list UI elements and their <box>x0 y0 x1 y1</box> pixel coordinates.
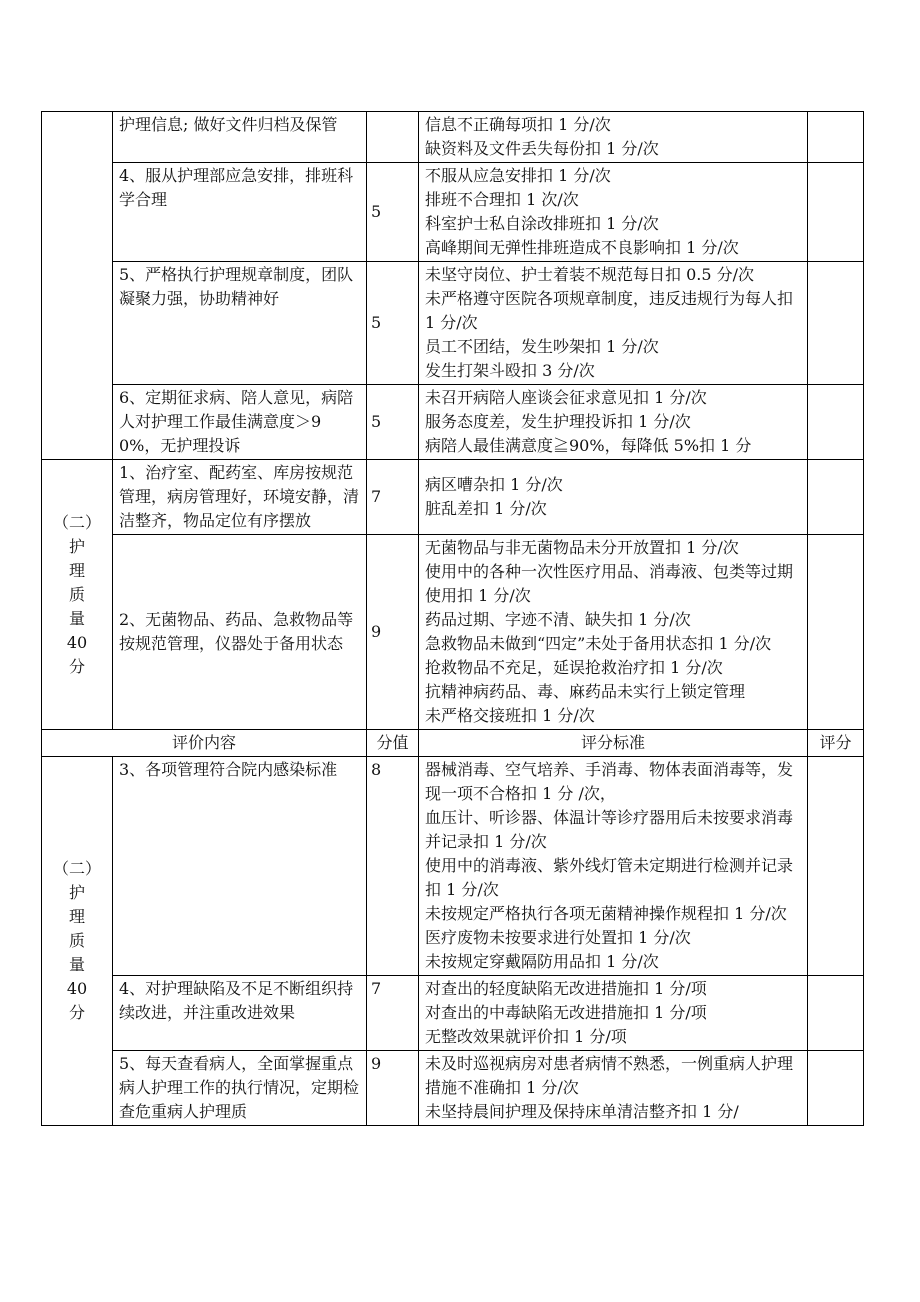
category-cell-empty <box>42 112 113 460</box>
category-text: 质 <box>68 931 85 950</box>
rating-cell <box>808 163 864 262</box>
category-text: （二） <box>52 512 101 532</box>
criteria-line: 未坚持晨间护理及保持床单清洁整齐扣 1 分/ <box>425 1102 739 1121</box>
score-cell: 9 <box>367 1051 419 1126</box>
criteria-cell <box>419 757 808 976</box>
category-text: 理 <box>68 907 85 926</box>
content-cell: 护理信息; 做好文件归档及保管 <box>113 112 367 163</box>
criteria-line: 医疗废物未按要求进行处置扣 1 分/次 <box>425 928 691 947</box>
category-text: 理 <box>68 560 85 580</box>
criteria-line: 抢救物品不充足，延误抢救治疗扣 1 分/次 <box>425 658 723 677</box>
criteria-line: 未坚守岗位、护士着装不规范每日扣 0.5 分/次 <box>425 265 755 284</box>
table-row <box>42 112 864 163</box>
criteria-line: 病陪人最佳满意度≧90%，每降低 5%扣 1 分 <box>425 436 752 455</box>
criteria-line: 发生打架斗殴扣 3 分/次 <box>425 361 595 380</box>
header-content: 评价内容 <box>42 730 367 757</box>
content-cell: 4、对护理缺陷及不足不断组织持续改进，并注重改进效果 <box>113 976 367 1051</box>
category-text: 分 <box>68 1003 85 1022</box>
table-row <box>42 976 864 1051</box>
category-cell <box>42 757 113 1126</box>
rating-cell <box>808 757 864 976</box>
criteria-line: 不服从应急安排扣 1 分/次 <box>425 166 611 185</box>
content-cell: 2、无菌物品、药品、急救物品等按规范管理，仪器处于备用状态 <box>113 535 367 730</box>
criteria-line: 药品过期、字迹不清、缺失扣 1 分/次 <box>425 610 691 629</box>
header-row <box>42 730 864 757</box>
criteria-cell <box>419 385 808 460</box>
rating-cell <box>808 112 864 163</box>
criteria-line: 缺资料及文件丢失每份扣 1 分/次 <box>425 139 659 158</box>
criteria-cell <box>419 262 808 385</box>
criteria-line: 高峰期间无弹性排班造成不良影响扣 1 分/次 <box>425 238 739 257</box>
content-cell: 5、严格执行护理规章制度，团队凝聚力强，协助精神好 <box>113 262 367 385</box>
criteria-line: 未严格遵守医院各项规章制度，违反违规行为每人扣 1 分/次 <box>425 289 794 332</box>
score-cell: 9 <box>367 535 419 730</box>
table-row <box>42 262 864 385</box>
criteria-line: 未按规定穿戴隔防用品扣 1 分/次 <box>425 952 659 971</box>
score-cell: 7 <box>367 976 419 1051</box>
criteria-line: 未按规定严格执行各项无菌精神操作规程扣 1 分/次 <box>425 904 787 923</box>
table-row <box>42 385 864 460</box>
criteria-line: 未严格交接班扣 1 分/次 <box>425 706 595 725</box>
criteria-line: 器械消毒、空气培养、手消毒、物体表面消毒等，发现一项不合格扣 1 分 /次， <box>425 760 794 803</box>
criteria-line: 服务态度差，发生护理投诉扣 1 分/次 <box>425 412 691 431</box>
score-cell: 5 <box>367 262 419 385</box>
criteria-line: 员工不团结，发生吵架扣 1 分/次 <box>425 337 659 356</box>
criteria-line: 急救物品未做到“四定”未处于备用状态扣 1 分/次 <box>425 634 772 653</box>
criteria-line: 信息不正确每项扣 1 分/次 <box>425 115 611 134</box>
criteria-cell <box>419 976 808 1051</box>
rating-cell <box>808 262 864 385</box>
category-text: 质 <box>68 584 85 604</box>
rating-cell <box>808 976 864 1051</box>
content-cell: 4、服从护理部应急安排，排班科学合理 <box>113 163 367 262</box>
table-row <box>42 757 864 976</box>
criteria-cell <box>419 112 808 163</box>
table-row <box>42 163 864 262</box>
category-text: 40 <box>66 632 88 652</box>
category-text: 40 <box>66 979 88 998</box>
category-text: （二） <box>52 859 101 878</box>
category-text: 护 <box>68 883 85 902</box>
criteria-line: 抗精神病药品、毒、麻药品未实行上锁定管理 <box>425 682 746 701</box>
header-criteria: 评分标准 <box>419 730 808 757</box>
criteria-line: 对查出的轻度缺陷无改进措施扣 1 分/项 <box>425 979 707 998</box>
score-cell: 5 <box>367 163 419 262</box>
content-cell: 3、各项管理符合院内感染标准 <box>113 757 367 976</box>
score-cell <box>367 112 419 163</box>
criteria-line: 病区嘈杂扣 1 分/次 <box>425 475 563 494</box>
criteria-line: 排班不合理扣 1 次/次 <box>425 190 579 209</box>
criteria-line: 未召开病陪人座谈会征求意见扣 1 分/次 <box>425 388 707 407</box>
content-cell: 6、定期征求病、陪人意见，病陪人对护理工作最佳满意度＞90%，无护理投诉 <box>113 385 367 460</box>
criteria-line: 使用中的各种一次性医疗用品、消毒液、包类等过期使用扣 1 分/次 <box>425 562 794 605</box>
content-cell: 1、治疗室、配药室、库房按规范管理，病房管理好，环境安静，清洁整齐，物品定位有序摆放 <box>113 460 367 535</box>
criteria-line: 无整改效果就评价扣 1 分/项 <box>425 1027 627 1046</box>
criteria-line: 脏乱差扣 1 分/次 <box>425 499 547 518</box>
rating-cell <box>808 460 864 535</box>
category-text: 分 <box>68 656 85 676</box>
criteria-line: 对查出的中毒缺陷无改进措施扣 1 分/项 <box>425 1003 707 1022</box>
category-text: 护 <box>68 536 85 556</box>
category-text: 量 <box>68 608 85 628</box>
criteria-cell <box>419 163 808 262</box>
content-cell: 5、每天查看病人，全面掌握重点病人护理工作的执行情况，定期检查危重病人护理质 <box>113 1051 367 1126</box>
table-row <box>42 1051 864 1126</box>
rating-cell <box>808 385 864 460</box>
criteria-line: 未及时巡视病房对患者病情不熟悉，一例重病人护理措施不准确扣 1 分/次 <box>425 1054 794 1097</box>
table-row <box>42 460 864 535</box>
rating-cell <box>808 1051 864 1126</box>
table-row <box>42 535 864 730</box>
criteria-line: 使用中的消毒液、紫外线灯管未定期进行检测并记录扣 1 分/次 <box>425 856 794 899</box>
rating-cell <box>808 535 864 730</box>
criteria-line: 血压计、听诊器、体温计等诊疗器用后未按要求消毒并记录扣 1 分/次 <box>425 808 794 851</box>
header-rating: 评分 <box>808 730 864 757</box>
score-cell: 5 <box>367 385 419 460</box>
category-cell <box>42 460 113 730</box>
criteria-line: 科室护士私自涂改排班扣 1 分/次 <box>425 214 659 233</box>
score-cell: 7 <box>367 460 419 535</box>
category-text: 量 <box>68 955 85 974</box>
score-cell: 8 <box>367 757 419 976</box>
criteria-cell <box>419 460 808 535</box>
evaluation-table <box>41 111 864 1126</box>
criteria-cell <box>419 1051 808 1126</box>
header-score: 分值 <box>367 730 419 757</box>
criteria-cell <box>419 535 808 730</box>
criteria-line: 无菌物品与非无菌物品未分开放置扣 1 分/次 <box>425 538 739 557</box>
